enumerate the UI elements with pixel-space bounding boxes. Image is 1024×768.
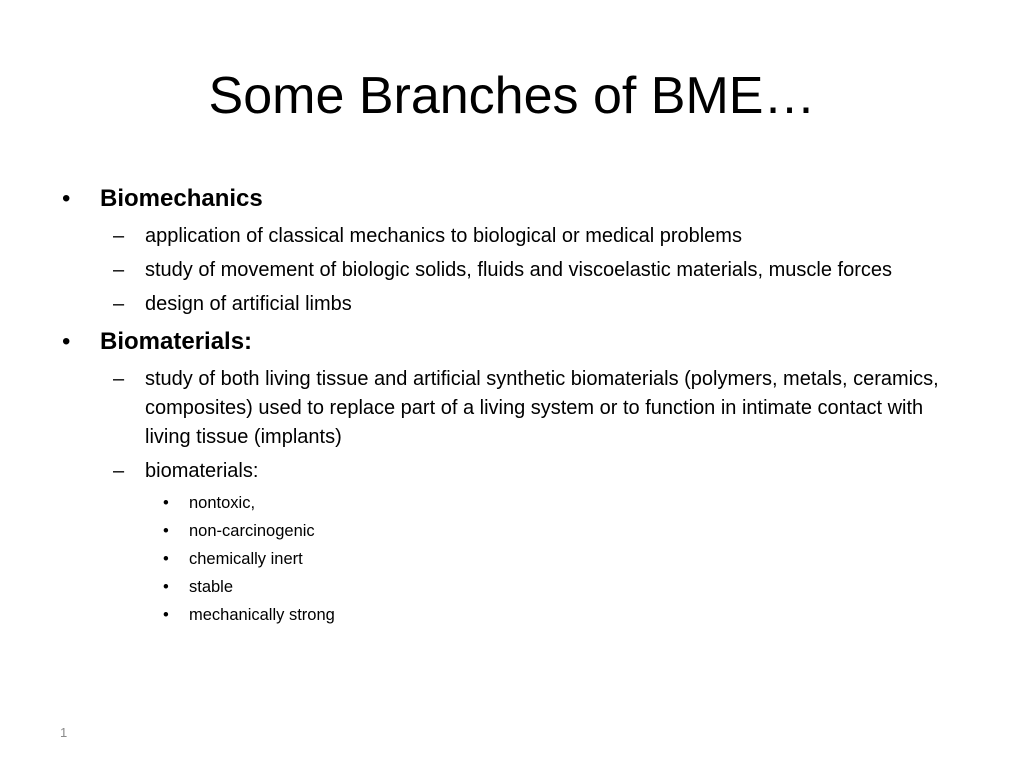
bullet-biomaterials	[62, 326, 982, 358]
sub-sub-bullet-text: non-carcinogenic	[189, 522, 315, 540]
sub-bullet-text: study of movement of biologic solids, fluids and viscoelastic materials, muscle forces	[145, 259, 892, 281]
slide-number: 1	[60, 725, 68, 740]
bullet-icon: •	[62, 185, 71, 212]
sub-sub-bullet-text: chemically inert	[189, 550, 303, 568]
sub-bullet	[113, 457, 965, 486]
sub-sub-bullet	[163, 603, 982, 627]
sub-sub-bullet-text: mechanically strong	[189, 606, 335, 624]
bullet-biomechanics	[62, 183, 982, 215]
sub-bullet	[113, 256, 965, 285]
slide-body	[62, 183, 982, 631]
sub-sub-bullet	[163, 575, 982, 599]
bullet-icon: •	[163, 550, 169, 568]
sub-bullet	[113, 365, 965, 452]
section-heading: Biomaterials:	[100, 328, 253, 355]
dash-icon: –	[113, 460, 125, 482]
sub-bullet	[113, 222, 965, 251]
sub-sub-bullet-text: stable	[189, 578, 234, 596]
sub-bullet	[113, 290, 965, 319]
sub-sub-bullet	[163, 519, 982, 543]
sub-bullet-text: design of artificial limbs	[145, 293, 352, 315]
bullet-icon: •	[163, 606, 169, 624]
dash-icon: –	[113, 368, 125, 390]
dash-icon: –	[113, 259, 125, 281]
dash-icon: –	[113, 293, 125, 315]
sub-bullet-text: biomaterials:	[145, 460, 259, 482]
dash-icon: –	[113, 225, 125, 247]
slide-title: Some Branches of BME…	[208, 67, 816, 125]
sub-sub-bullet	[163, 547, 982, 571]
section-heading: Biomechanics	[100, 185, 263, 212]
sub-sub-bullet-text: nontoxic,	[189, 494, 256, 512]
bullet-icon: •	[62, 328, 71, 355]
sub-bullet-text: study of both living tissue and artificial synthetic biomaterials (polymers, metals, ceramics, composites) used to replace part of a living system or to function in intimate contact with living tissue (implants)	[145, 368, 939, 448]
bullet-icon: •	[163, 578, 169, 596]
sub-sub-bullet	[163, 491, 982, 515]
bullet-icon: •	[163, 494, 169, 512]
sub-bullet-text: application of classical mechanics to biological or medical problems	[145, 225, 742, 247]
bullet-icon: •	[163, 522, 169, 540]
